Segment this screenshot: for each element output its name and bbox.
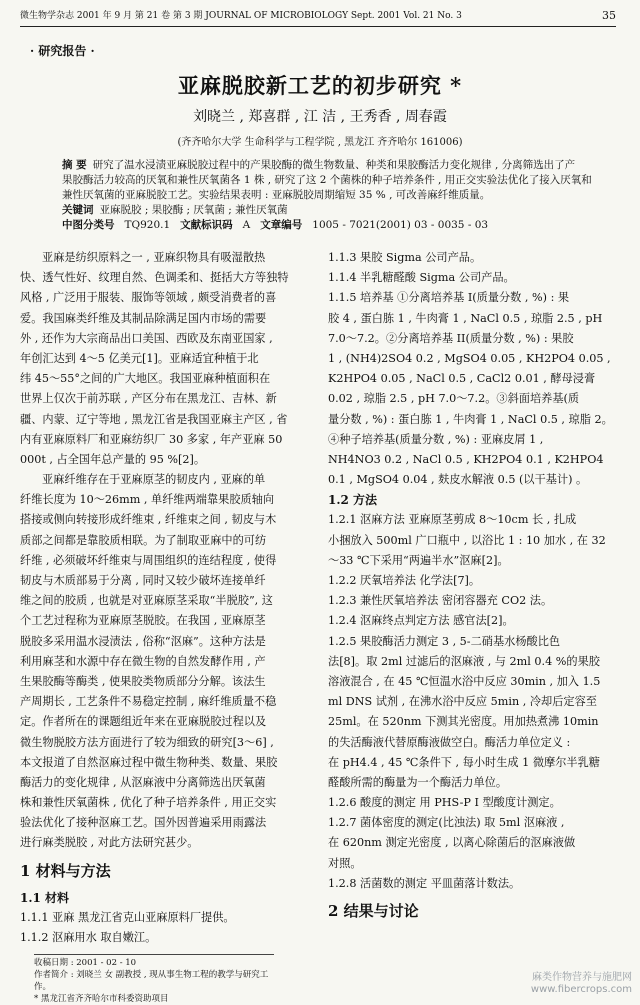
body-text-line: 验法优化了接种沤麻工艺。国外因普遍采用雨露法 [20,816,267,830]
body-text-line: 1 , (NH4)2SO4 0.2 , MgSO4 0.05 , KH2PO4 0.05 , [328,351,611,365]
body-text-line: 1.1.2 沤麻用水 取自嫩江。 [20,931,157,944]
classification-row [62,218,596,233]
body-text-line: 内有亚麻原料厂和亚麻纺织厂 30 多家 , 年产亚麻 50 [20,432,283,446]
body-text-line: 25ml。在 520nm 下测其光密度。用加热煮沸 10min [328,715,599,729]
running-head [20,6,616,27]
body-text-line: 1.2.1 沤麻方法 亚麻原茎剪成 8～10cm 长 , 扎成 [328,513,577,527]
section-heading: 1 材料与方法 [20,861,111,880]
abstract-line [62,158,596,173]
article-id-value: 1005 - 7021(2001) 03 - 0035 - 03 [312,219,489,231]
body-text-line: ④种子培养基(质量分数 , %) : 亚麻皮屑 1 , [328,432,544,446]
body-text-line: 世界上仅次于前苏联 , 产区分布在黑龙江、吉林、新 [20,392,277,406]
page-number: 35 [602,9,616,22]
body-text-line: 纤维长度为 10～26mm , 单纤维两端靠果胶质轴向 [20,493,275,507]
body-text-line: 定。作者所在的课题组近年来在亚麻脱胶过程以及 [20,715,267,729]
body-text-line: 外 , 还作为大宗商品出口美国、西欧及东南亚国家 , [20,331,273,345]
body-text-line: 法[8]。取 2ml 过滤后的沤麻液 , 与 2ml 0.4 %的果胶 [328,654,600,668]
body-text-line: NH4NO3 0.2 , NaCl 0.5 , KH2PO4 0.1 , K2HPO4 [328,452,604,466]
body-text-line: 1.2.5 果胶酶活力测定 3 , 5-二硝基水杨酸比色 [328,634,561,648]
footnote-line: 作者简介 : 刘晓兰 女 副教授 , 现从事生物工程的教学与研究工作。 [34,970,269,992]
abstract-label: 摘 要 [62,159,87,171]
body-text-line: 搭接或侧向转接形成纤维束 , 纤维束之间 , 韧皮与木 [20,513,277,527]
body-text-line: 利用麻茎和水源中存在微生物的自然发酵作用 , 产 [20,654,266,668]
body-text-line: 生果胶酶等酶类 , 使果胶类物质部分分解。该法生 [20,674,266,688]
body-text-line: K2HPO4 0.05 , NaCl 0.5 , CaCl2 0.01 , 酵母浸膏 [328,372,596,386]
body-text-line: 1.2.3 兼性厌氧培养法 密闭容器充 CO2 法。 [328,594,553,608]
body-text-line: 纬 45～55°之间的广大地区。我国亚麻种植面积在 [20,372,271,386]
body-text-line: 疆、内蒙、辽宁等地 , 黑龙江省是我国亚麻主产区 , 省 [20,412,288,426]
body-text-line: 亚麻是纺织原料之一 , 亚麻织物具有吸湿散热 [42,251,266,264]
keywords: 亚麻脱胶 ; 果胶酶 ; 厌氧菌 ; 兼性厌氧菌 [99,204,288,216]
body-text-line: 1.2.4 沤麻终点判定方法 感官法[2]。 [328,614,514,628]
body-text-line: 质部之间都是靠胶质相联。为了制取亚麻中的可纺 [20,533,267,547]
watermark-line: www.fibercrops.com [530,984,632,995]
body-text-line: 在 620nm 测定光密度 , 以离心除菌后的沤麻液做 [328,836,576,850]
watermark [531,972,632,996]
body-text-line: 对照。 [328,856,362,870]
body-text-line: 纤维 , 必须破坏纤维束与周围组织的连结程度 , 使得 [20,553,277,567]
body-text-line: 1.1.5 培养基 ①分离培养基 I(质量分数 , %) : 果 [328,291,570,305]
body-text-line: 韧皮与木质部易于分离 , 同时又较少破坏连接单纤 [20,574,266,587]
article-id-label: 文章编号 [260,219,303,231]
body-text-line: 爱。我国麻类纤维及其制品除满足国内市场的需要 [20,311,267,325]
body-text-line: 脱胶多采用温水浸渍法 , 俗称“沤麻”。这种方法是 [20,634,266,648]
section-heading: 1.2 方法 [328,493,378,508]
clc-label: 中图分类号 [62,219,115,231]
body-text-line: 溶液混合 , 在 45 ℃恒温水浴中反应 30min , 加入 1.5 [328,674,601,688]
body-text-line: 本文报道了自然沤麻过程中微生物种类、数量、果胶 [20,755,278,769]
section-heading: 1.1 材料 [20,890,70,905]
doc-code-value: A [242,219,251,231]
body-text-line: 醛酸所需的酶量为一个酶活力单位。 [328,775,508,789]
body-text-line: 株和兼性厌氧菌株 , 优化了种子培养条件 , 用正交实 [20,796,277,810]
affiliation: (齐齐哈尔大学 生命科学与工程学院 , 黑龙江 齐齐哈尔 161006) [177,137,463,148]
body-text-line: 0.1 , MgSO4 0.04 , 麸皮水解液 0.5 (以干基计) 。 [328,473,588,487]
body-text-line: ～33 ℃下采用“两遍半水”沤麻[2]。 [328,553,509,567]
journal-header: 微生物学杂志 2001 年 9 月 第 21 卷 第 3 期 JOURNAL OF MICROBIOLOGY Sept. 2001 Vol. 21 No. 3 [20,11,462,21]
body-text-line: 产周期长 , 工艺条件不易稳定控制 , 麻纤维质量不稳 [20,695,277,709]
body-text-line: 的失活酶液代替原酶液做空白。酶活力单位定义 : [328,735,571,749]
footnote [34,954,274,1005]
doc-code-label: 文献标识码 [180,219,233,231]
section-heading: 2 结果与讨论 [328,902,419,920]
footnote-line: * 黑龙江省齐齐哈尔市科委资助项目 [34,994,169,1004]
body-text-line: 000t , 占全国年总产量的 95 %[2]。 [20,452,206,466]
body-text-line: 1.2.2 厌氧培养法 化学法[7]。 [328,574,481,587]
left-column [20,248,320,948]
body-text-line: 1.2.8 活菌数的测定 平皿菌落计数法。 [328,876,521,890]
authors: 刘晓兰 , 郑喜群 , 江 洁 , 王秀香 , 周春霞 [193,109,447,125]
body-text-line: ml DNS 试剂 , 在沸水浴中反应 5min , 冷却后定容至 [328,695,597,709]
abstract-line: 果胶酶活力较高的厌氧和兼性厌氧菌各 1 株 , 研究了这 2 个菌株的种子培养条件 , 用正交实验法优化了接入厌氧和 [62,174,592,186]
body-text-line: 小捆放入 500ml 广口瓶中 , 以浴比 1 : 10 加水 , 在 32 [328,533,606,547]
keywords-row [62,203,596,218]
body-text-line: 1.2.7 菌体密度的测定(比浊法) 取 5ml 沤麻液 , [328,816,565,830]
right-column [328,248,628,928]
body-text-line: 进行麻类脱胶 , 对此方法研究甚少。 [20,836,199,850]
section-tag: · 研究报告 · [30,44,95,58]
body-text-line: 微生物脱胶方法方面进行了较为细致的研究[3～6] , [20,735,274,749]
body-text-line: 个工艺过程称为亚麻原茎脱胶。在我国 , 亚麻原茎 [20,614,266,628]
body-text-line: 1.1.4 半乳糖醛酸 Sigma 公司产品。 [328,271,515,285]
abstract-text: 研究了温水浸渍亚麻脱胶过程中的产果胶酶的微生物数量、种类和果胶酶活力变化规律 , 分离筛选出了产 [92,159,576,171]
body-text-line: 风格 , 广泛用于服装、服饰等领域 , 颇受消费者的喜 [20,291,277,305]
body-text-line: 1.2.6 酸度的测定 用 PHS-P I 型酸度计测定。 [328,796,561,810]
body-text-line: 量分数 , %) : 蛋白胨 1 , 牛肉膏 1 , NaCl 0.5 , 琼脂 2。 [328,412,613,426]
body-text-line: 在 pH4.4 , 45 ℃条件下 , 每小时生成 1 微摩尔半乳糖 [328,755,600,769]
body-text-line: 亚麻纤维存在于亚麻原茎的韧皮内 , 亚麻的单 [42,473,266,487]
body-text-line: 0.02 , 琼脂 2.5 , pH 7.0～7.2。③斜面培养基(质 [328,392,580,406]
body-text-line: 7.0～7.2。②分离培养基 II(质量分数 , %) : 果胶 [328,331,574,345]
paper-title: 亚麻脱胶新工艺的初步研究 * [177,73,463,98]
abstract-block [62,158,596,233]
body-text-line: 胶 4 , 蛋白胨 1 , 牛肉膏 1 , NaCl 0.5 , 琼脂 2.5 , pH [328,311,603,325]
keywords-label: 关键词 [62,204,94,216]
body-text-line: 年创汇达到 4～5 亿美元[1]。亚麻适宜种植于北 [20,351,259,365]
footnote-line: 收稿日期 : 2001 - 02 - 10 [34,958,137,968]
body-text-line: 1.1.3 果胶 Sigma 公司产品。 [328,251,482,264]
body-text-line: 维之间的胶质 , 也就是对亚麻原茎采取“半脱胶”, 这 [20,594,273,608]
clc-value: TQ920.1 [124,219,171,231]
body-text-line: 酶活力的变化规律 , 从沤麻液中分离筛选出厌氧菌 [20,775,266,789]
body-text-line: 快、透气性好、纹理自然、色调柔和、挺括大方等独特 [20,271,289,285]
watermark-line: 麻类作物营养与施肥网 [532,972,632,983]
abstract-line: 兼性厌氧菌的亚麻脱胶工艺。实验结果表明 : 亚麻脱胶周期缩短 35 % , 可改善麻纤维质量。 [62,189,491,201]
body-text-line: 1.1.1 亚麻 黑龙江省克山亚麻原料厂提供。 [20,910,235,924]
